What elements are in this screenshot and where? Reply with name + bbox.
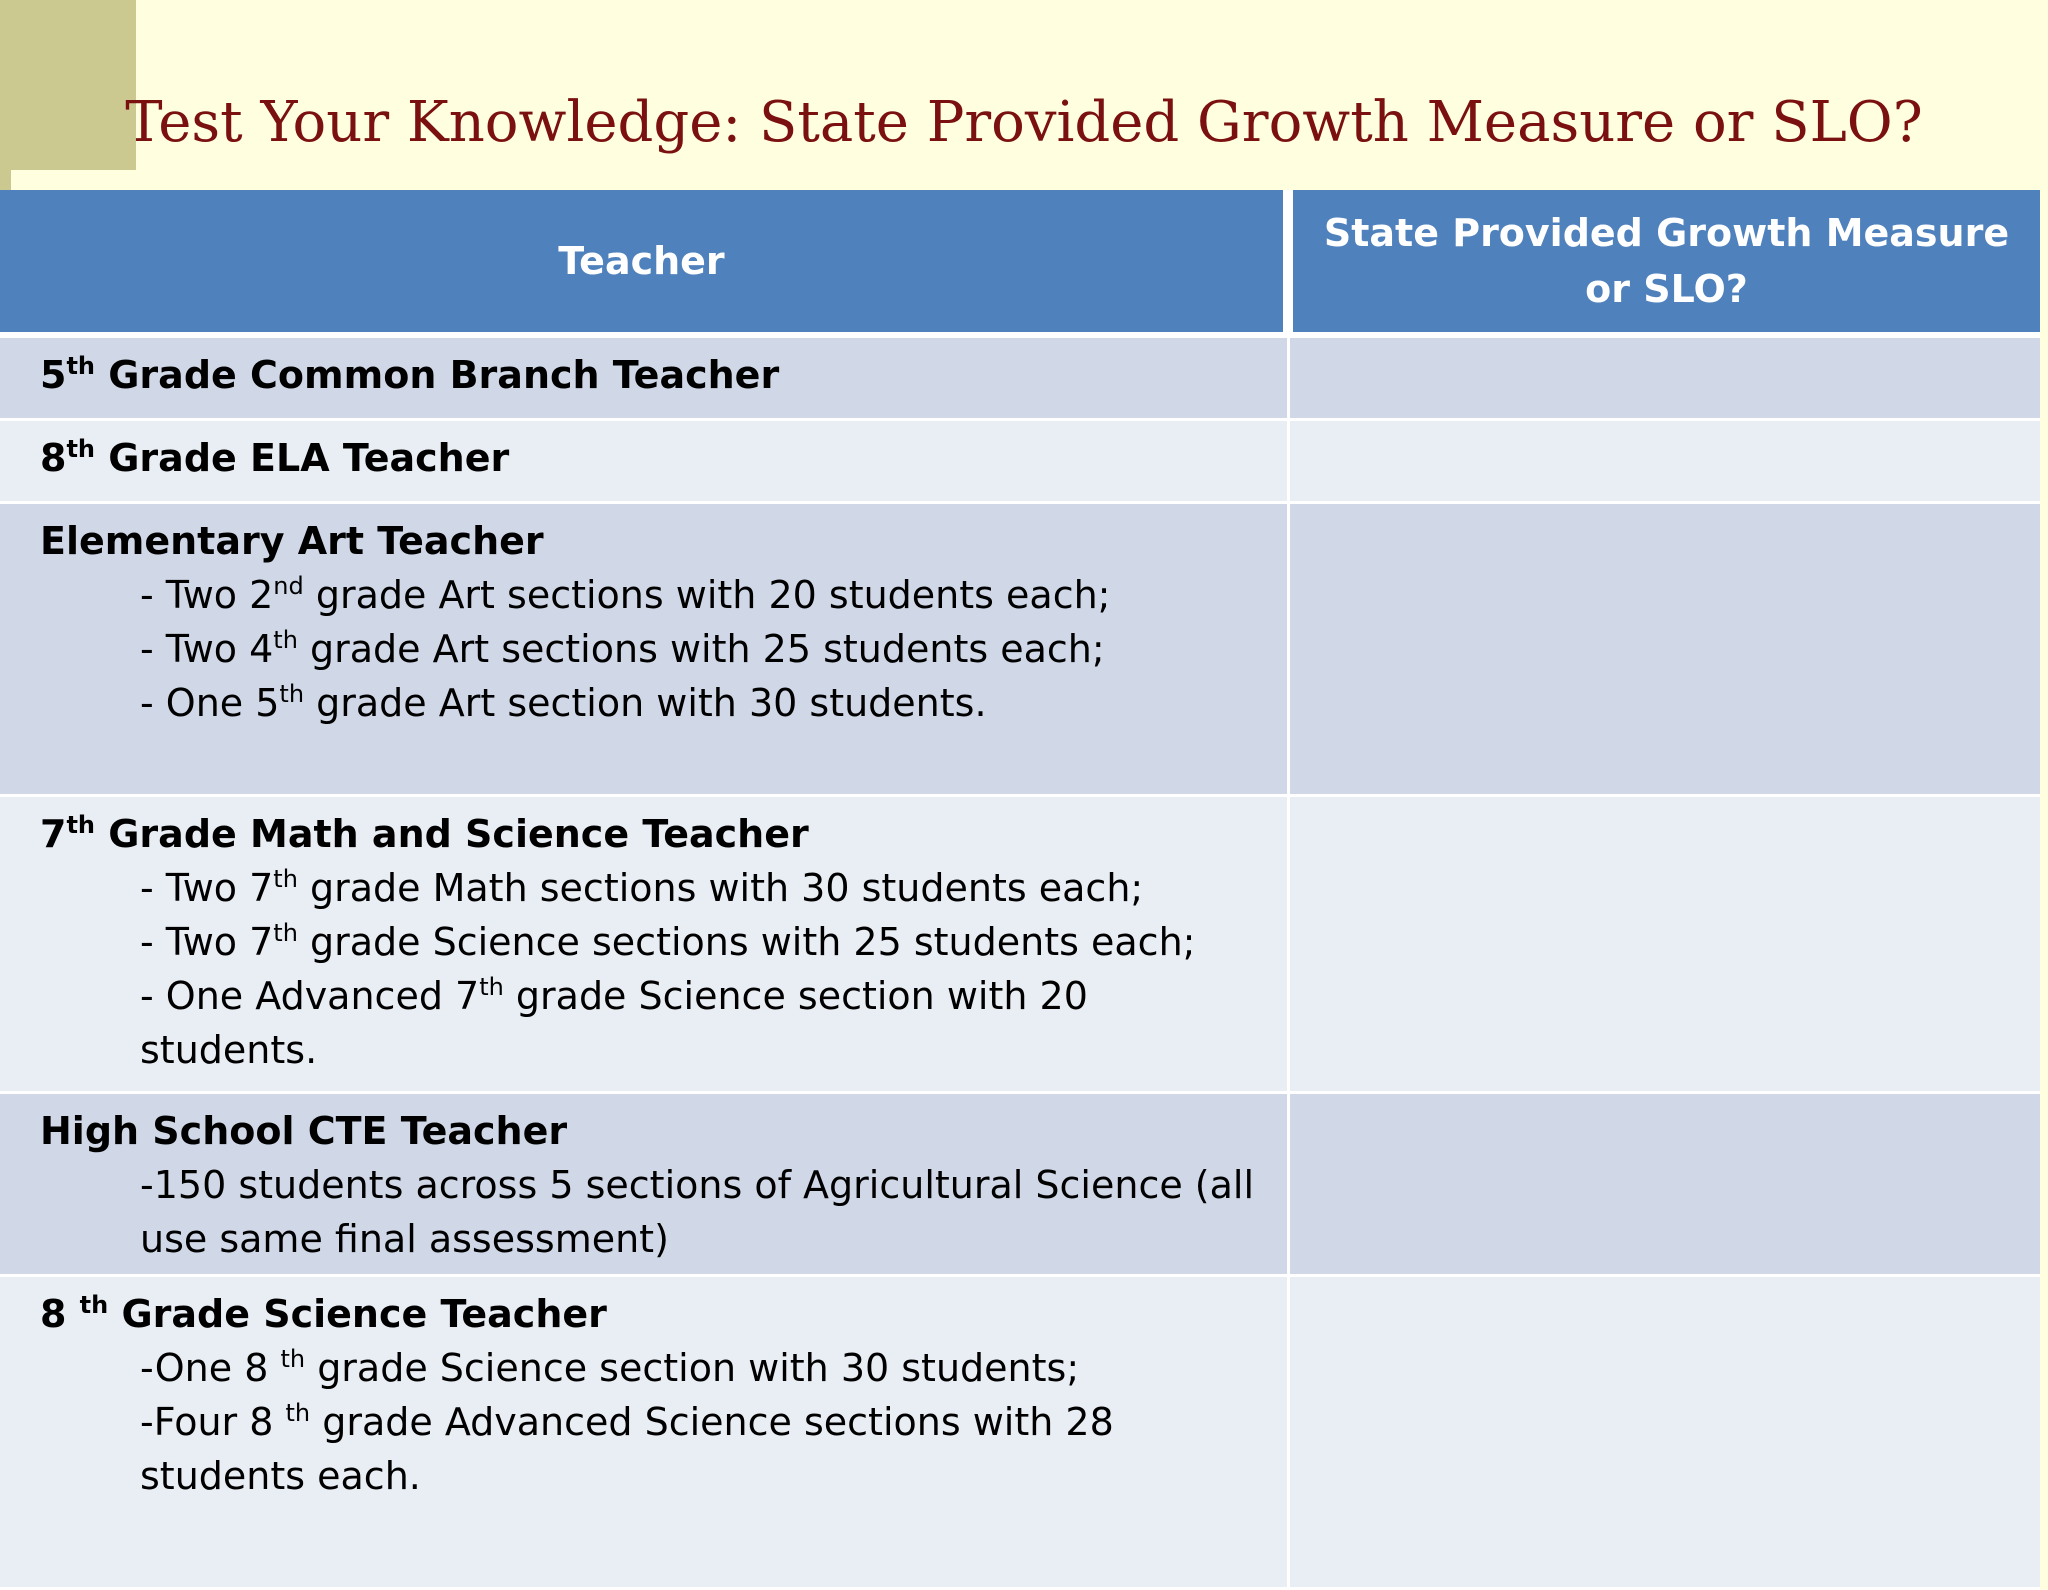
answer-cell[interactable] (1288, 420, 2040, 503)
detail-text-rest: grade Art sections with 20 students each; (303, 573, 1111, 617)
knowledge-table-container (0, 190, 2040, 1536)
table-row (0, 796, 2040, 1093)
teacher-title-text: High School CTE Teacher (40, 1109, 568, 1153)
teacher-detail-line (40, 568, 1257, 622)
table-row (0, 1093, 2040, 1276)
detail-text: - Two 2 (140, 573, 274, 617)
detail-ordinal: th (279, 680, 305, 708)
teacher-title (40, 519, 544, 563)
teacher-title (40, 353, 779, 397)
detail-text: - Two 7 (140, 866, 274, 910)
teacher-title-ordinal: th (79, 1291, 109, 1319)
teacher-detail-line (40, 1341, 1257, 1395)
teacher-title-text-rest: Grade Math and Science Teacher (95, 812, 809, 856)
teacher-detail-line (40, 1395, 1257, 1503)
detail-text: -150 students across 5 sections of Agricultural Science (all use same final assessment) (140, 1163, 1255, 1261)
detail-ordinal: th (280, 1345, 306, 1373)
detail-text: - One Advanced 7 (140, 974, 480, 1018)
table-row (0, 420, 2040, 503)
detail-ordinal: th (273, 626, 298, 654)
teacher-cell (0, 420, 1288, 503)
teacher-detail-line (40, 622, 1257, 676)
teacher-name (40, 431, 1257, 485)
detail (140, 573, 1111, 617)
teacher-cell (0, 503, 1288, 796)
detail-text-rest: grade Science section with 30 students; (305, 1346, 1080, 1390)
slide-title: Test Your Knowledge: State Provided Growth Measure or SLO? (125, 90, 1923, 155)
detail-text-rest: grade Art section with 30 students. (304, 681, 987, 725)
teacher-title-text: 8 (40, 436, 67, 480)
detail (140, 1400, 1114, 1498)
teacher-cell (0, 335, 1288, 420)
detail-text-rest: grade Math sections with 30 students each; (297, 866, 1144, 910)
detail (140, 974, 1088, 1072)
teacher-name (40, 1104, 1257, 1158)
teacher-title (40, 812, 809, 856)
teacher-title-text: 5 (40, 353, 67, 397)
header-teacher: Teacher (0, 190, 1288, 335)
teacher-name (40, 807, 1257, 861)
answer-cell[interactable] (1288, 796, 2040, 1093)
teacher-title-text-rest: Grade Common Branch Teacher (95, 353, 780, 397)
detail-ordinal: nd (273, 572, 304, 600)
teacher-title-text: Elementary Art Teacher (40, 519, 544, 563)
teacher-name (40, 348, 1257, 402)
table-row (0, 503, 2040, 796)
detail (140, 627, 1105, 671)
teacher-title-text: 8 (40, 1292, 80, 1336)
teacher-cell (0, 1276, 1288, 1589)
teacher-title-ordinal: th (66, 435, 96, 463)
teacher-title-text: 7 (40, 812, 67, 856)
teacher-detail-line (40, 676, 1257, 730)
table-row (0, 1276, 2040, 1589)
teacher-detail-line (40, 861, 1257, 915)
teacher-detail-line (40, 1158, 1257, 1266)
answer-cell[interactable] (1288, 503, 2040, 796)
detail-text-rest: grade Advanced Science sections with 28 students each. (140, 1400, 1114, 1498)
detail (140, 1346, 1079, 1390)
detail-text-rest: grade Science sections with 25 students each; (297, 920, 1196, 964)
detail-ordinal: th (479, 973, 504, 1001)
teacher-title (40, 436, 509, 480)
detail-text: -Four 8 (140, 1400, 286, 1444)
teacher-cell (0, 1093, 1288, 1276)
teacher-title-text-rest: Grade ELA Teacher (95, 436, 510, 480)
teacher-title (40, 1292, 607, 1336)
teacher-cell (0, 796, 1288, 1093)
detail-text: -One 8 (140, 1346, 281, 1390)
detail-text-rest: grade Art sections with 25 students each; (297, 627, 1105, 671)
detail-text: - Two 7 (140, 920, 274, 964)
detail-text: - One 5 (140, 681, 280, 725)
detail-ordinal: th (285, 1399, 311, 1427)
detail (140, 920, 1195, 964)
knowledge-table (0, 190, 2040, 1590)
detail-text: - Two 4 (140, 627, 274, 671)
teacher-name (40, 1287, 1257, 1341)
teacher-title-text-rest: Grade Science Teacher (108, 1292, 607, 1336)
teacher-title-ordinal: th (66, 811, 96, 839)
teacher-title-ordinal: th (66, 352, 96, 380)
detail (140, 866, 1143, 910)
teacher-detail-line (40, 969, 1257, 1077)
detail (140, 681, 987, 725)
header-measure: State Provided Growth Measure or SLO? (1288, 190, 2040, 335)
detail-ordinal: th (273, 919, 298, 947)
table-row (0, 335, 2040, 420)
table-header-row (0, 190, 2040, 335)
teacher-detail-line (40, 915, 1257, 969)
detail (140, 1163, 1254, 1261)
detail-text-rest: grade Science section with 20 students. (140, 974, 1088, 1072)
detail-ordinal: th (273, 865, 298, 893)
answer-cell[interactable] (1288, 1276, 2040, 1589)
answer-cell[interactable] (1288, 1093, 2040, 1276)
teacher-name (40, 514, 1257, 568)
teacher-title (40, 1109, 567, 1153)
answer-cell[interactable] (1288, 335, 2040, 420)
